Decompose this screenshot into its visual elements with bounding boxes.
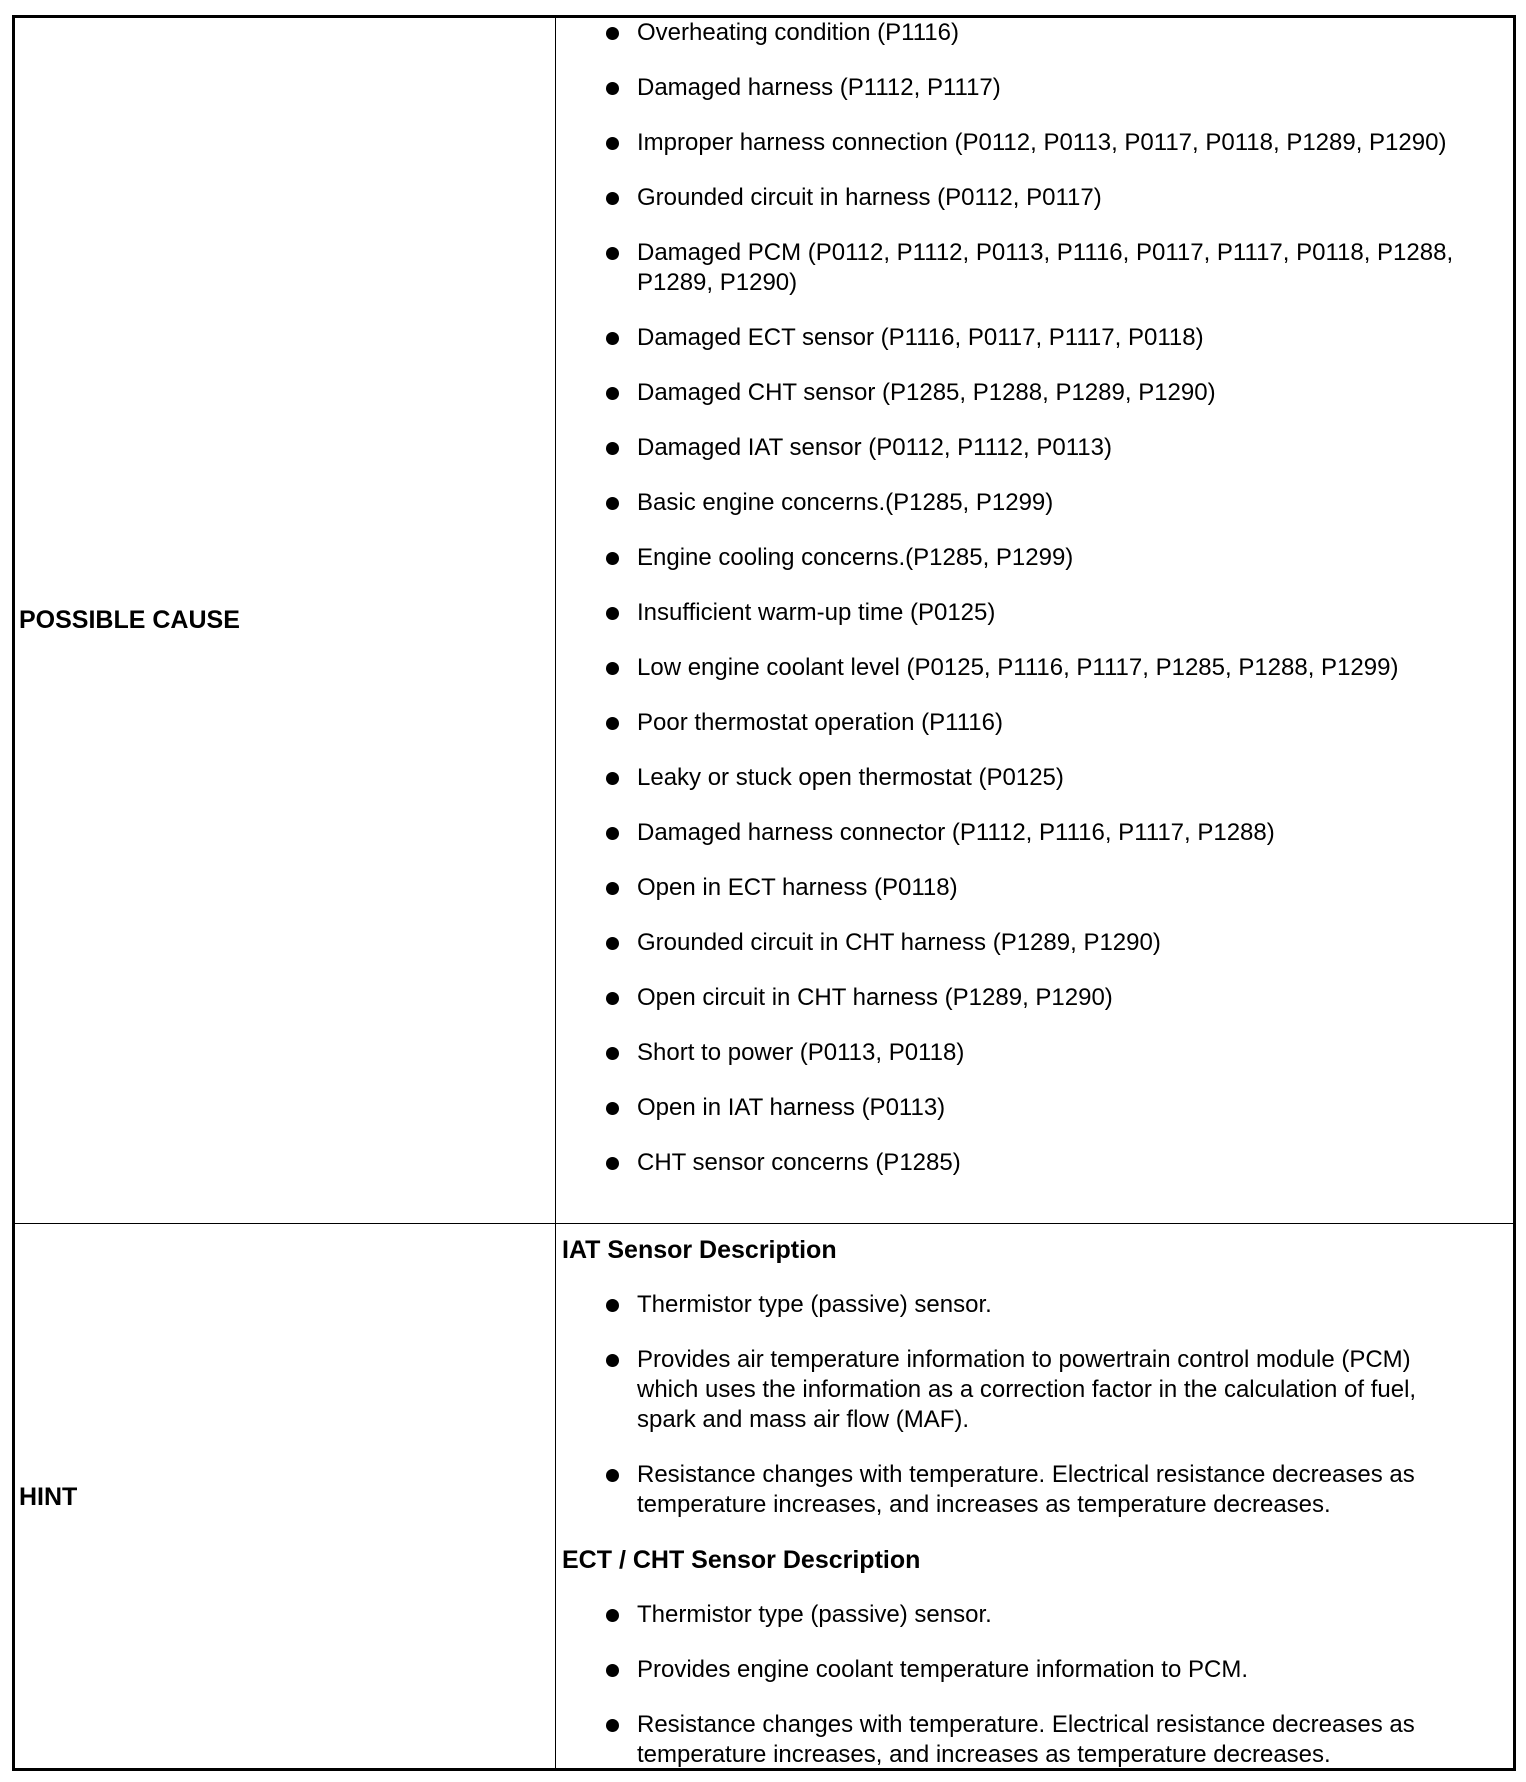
cause-item: Overheating condition (P1116) bbox=[556, 18, 1513, 48]
cause-item: Short to power (P0113, P0118) bbox=[556, 1038, 1513, 1068]
hint-item: Resistance changes with temperature. Electrical resistance decreases as temperature increases, and increases as temperature decreases. bbox=[556, 1710, 1513, 1770]
possible-cause-list bbox=[556, 18, 1513, 1178]
ect-cht-sensor-heading: ECT / CHT Sensor Description bbox=[562, 1546, 921, 1574]
cause-item: Engine cooling concerns.(P1285, P1299) bbox=[556, 543, 1513, 573]
cause-item: CHT sensor concerns (P1285) bbox=[556, 1148, 1513, 1178]
cause-item: Damaged ECT sensor (P1116, P0117, P1117, P0118) bbox=[556, 323, 1513, 353]
hint-item: Provides air temperature information to powertrain control module (PCM) which uses the information as a correction factor in the calculation of fuel, spark and mass air flow (MAF). bbox=[556, 1345, 1513, 1435]
ect-cht-sensor-list bbox=[556, 1600, 1513, 1770]
hint-item: Provides engine coolant temperature information to PCM. bbox=[556, 1655, 1513, 1685]
cause-item: Damaged PCM (P0112, P1112, P0113, P1116, P0117, P1117, P0118, P1288, P1289, P1290) bbox=[556, 238, 1513, 298]
cause-item: Improper harness connection (P0112, P0113, P0117, P0118, P1289, P1290) bbox=[556, 128, 1513, 158]
cause-item: Open circuit in CHT harness (P1289, P1290) bbox=[556, 983, 1513, 1013]
diagnostic-table bbox=[12, 15, 1516, 1771]
hint-item: Resistance changes with temperature. Electrical resistance decreases as temperature increases, and increases as temperature decreases. bbox=[556, 1460, 1513, 1520]
cause-item: Damaged CHT sensor (P1285, P1288, P1289, P1290) bbox=[556, 378, 1513, 408]
cause-item: Insufficient warm-up time (P0125) bbox=[556, 598, 1513, 628]
iat-sensor-list bbox=[556, 1290, 1513, 1520]
cause-item: Open in IAT harness (P0113) bbox=[556, 1093, 1513, 1123]
possible-cause-label-cell bbox=[15, 18, 556, 1224]
hint-item: Thermistor type (passive) sensor. bbox=[556, 1600, 1513, 1630]
hint-label: HINT bbox=[19, 1482, 78, 1511]
cause-item: Grounded circuit in CHT harness (P1289, P1290) bbox=[556, 928, 1513, 958]
cause-item: Open in ECT harness (P0118) bbox=[556, 873, 1513, 903]
possible-cause-label: POSSIBLE CAUSE bbox=[19, 606, 240, 634]
iat-sensor-heading: IAT Sensor Description bbox=[562, 1236, 837, 1264]
possible-cause-content-cell bbox=[556, 18, 1513, 1224]
cause-item: Low engine coolant level (P0125, P1116, P1117, P1285, P1288, P1299) bbox=[556, 653, 1513, 683]
hint-content-cell bbox=[556, 1224, 1513, 1770]
cause-item: Damaged harness connector (P1112, P1116, P1117, P1288) bbox=[556, 818, 1513, 848]
cause-item: Leaky or stuck open thermostat (P0125) bbox=[556, 763, 1513, 793]
hint-item: Thermistor type (passive) sensor. bbox=[556, 1290, 1513, 1320]
cause-item: Damaged harness (P1112, P1117) bbox=[556, 73, 1513, 103]
cause-item: Grounded circuit in harness (P0112, P0117) bbox=[556, 183, 1513, 213]
cause-item: Damaged IAT sensor (P0112, P1112, P0113) bbox=[556, 433, 1513, 463]
cause-item: Poor thermostat operation (P1116) bbox=[556, 708, 1513, 738]
cause-item: Basic engine concerns.(P1285, P1299) bbox=[556, 488, 1513, 518]
hint-label-cell bbox=[15, 1224, 556, 1770]
